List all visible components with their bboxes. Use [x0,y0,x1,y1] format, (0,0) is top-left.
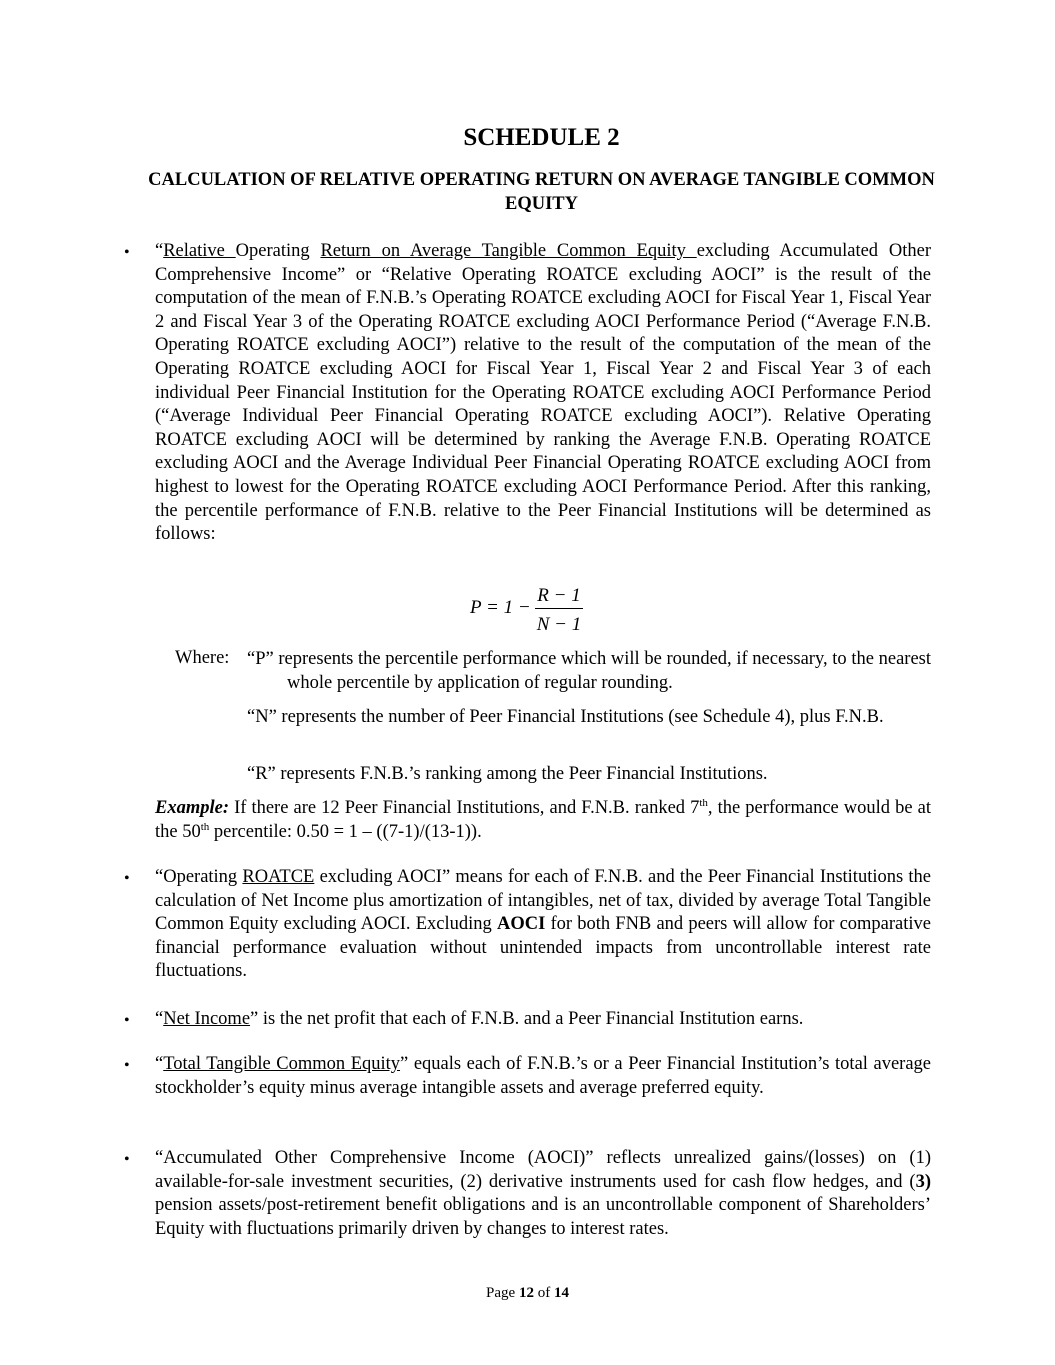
term-roatce: ROATCE [242,867,315,887]
example-label: Example: [155,798,229,818]
definition-relative-roatce [155,240,931,547]
definition-aoci [155,1147,931,1241]
definition-r [247,763,931,787]
current-page: 12 [518,1285,534,1301]
where-label: Where: [175,648,230,668]
formula-denominator: N − 1 [536,614,582,635]
example-text: , the performance would be at the 50 [155,798,931,842]
bullet-marker: • [124,870,130,887]
bullet-marker: • [124,1012,130,1029]
formula-fraction [532,584,586,637]
formula-numerator: R − 1 [537,585,581,606]
term-return-on-average-tce: Return on Average Tangible Common Equity [320,241,697,261]
definition-text: “ [155,1009,164,1029]
example-paragraph [155,797,931,844]
page-title: SCHEDULE 2 [463,124,620,151]
bold-number: 3) [915,1171,931,1192]
definition-text: for both FNB and peers will allow for comparative financial performance evaluation without unintended impacts from uncontrollable interest rate fluctuations. [155,914,931,982]
bullet-marker: • [124,244,130,261]
definition-text: “ [155,1054,164,1074]
page-subtitle: CALCULATION OF RELATIVE OPERATING RETURN ON AVERAGE TANGIBLE COMMON EQUITY [148,170,935,214]
example-text: percentile: 0.50 = 1 – ((7-1)/(13-1)). [209,821,482,842]
total-pages: 14 [553,1285,569,1301]
definition-text: “Accumulated Other Comprehensive Income (AOCI)” reflects unrealized gains/(losses) on (1) available-for-sale investment securities, (2) derivative instruments used for cash flow hedges, and ( [155,1148,931,1192]
r-definition-text: “R” represents F.N.B.’s ranking among the Peer Financial Institutions. [247,764,768,784]
definition-total-tce [155,1053,931,1100]
definition-text: excluding AOCI” means for each of F.N.B. and the Peer Financial Institutions the calculation of Net Income plus amortization of intangibles, net of tax, divided by average Total Tangible Common Equity excluding AOCI. Excluding [155,867,931,935]
page-label: Page [486,1285,519,1301]
n-definition-text: “N” represents the number of Peer Financial Institutions (see Schedule 4), plus F.N.B. [247,707,884,727]
superscript: th [200,820,210,833]
fraction-bar [535,608,583,609]
bullet-marker: • [124,1151,130,1168]
open-quote: “ [155,241,164,261]
bold-aoci: AOCI [496,914,546,935]
example-text: If there are 12 Peer Financial Institutions, and F.N.B. ranked 7 [229,798,700,818]
p-definition-text: “P” represents the percentile performance which will be rounded, if necessary, to the nearest whole percentile by application of regular rounding. [247,649,931,693]
term-total-tce: Total Tangible Common Equity [163,1054,401,1074]
bullet-marker: • [124,1057,130,1074]
superscript: th [699,796,708,809]
of-label: of [533,1285,554,1301]
term-net-income: Net Income [163,1009,251,1029]
definition-text: ” is the net profit that each of F.N.B. and a Peer Financial Institution earns. [250,1009,804,1029]
term-operating: Operating [235,241,321,261]
definition-net-income [155,1008,931,1032]
definition-text: excluding Accumulated Other Comprehensive Income” or “Relative Operating ROATCE excluding AOCI” is the result of the computation of the mean of F.N.B.’s Operating ROATCE excluding AOCI for Fiscal Year 1, Fiscal Year 2 and Fiscal Year 3 of the Operating ROATCE excluding AOCI Performance Period (“Average F.N.B. Operating ROATCE excluding AOCI”) relative to the result of the computation of the mean of the Operating ROATCE excluding AOCI for Fiscal Year 1, Fiscal Year 2 and Fiscal Year 3 of each individual Peer Financial Institution for the Operating ROATCE excluding AOCI Performance Period (“Average Individual Peer Financial Operating ROATCE excluding AOCI”). Relative Operating ROATCE excluding AOCI will be determined by ranking the Average F.N.B. Operating ROATCE excluding AOCI and the Average Individual Peer Financial Operating ROATCE excluding AOCI from highest to lowest for the Operating ROATCE excluding AOCI Performance Period. After this ranking, the percentile performance of F.N.B. relative to the Peer Financial Institutions will be determined as follows: [155,241,931,545]
definition-text: pension assets/post-retirement benefit obligations and is an uncontrollable component of Shareholders’ Equity with fluctuations primarily driven by changes to interest rates. [155,1195,931,1239]
definition-text: ” equals each of F.N.B.’s or a Peer Financial Institution’s total average stockholder’s equity minus average intangible assets and average preferred equity. [155,1054,931,1098]
definition-text: “Operating [155,867,243,887]
term-relative: Relative [163,241,236,261]
definition-n [247,706,931,730]
definition-p [247,648,931,695]
page-number [0,1285,1055,1302]
formula-lhs: P = 1 − [470,597,531,618]
definition-operating-roatce [155,866,931,984]
